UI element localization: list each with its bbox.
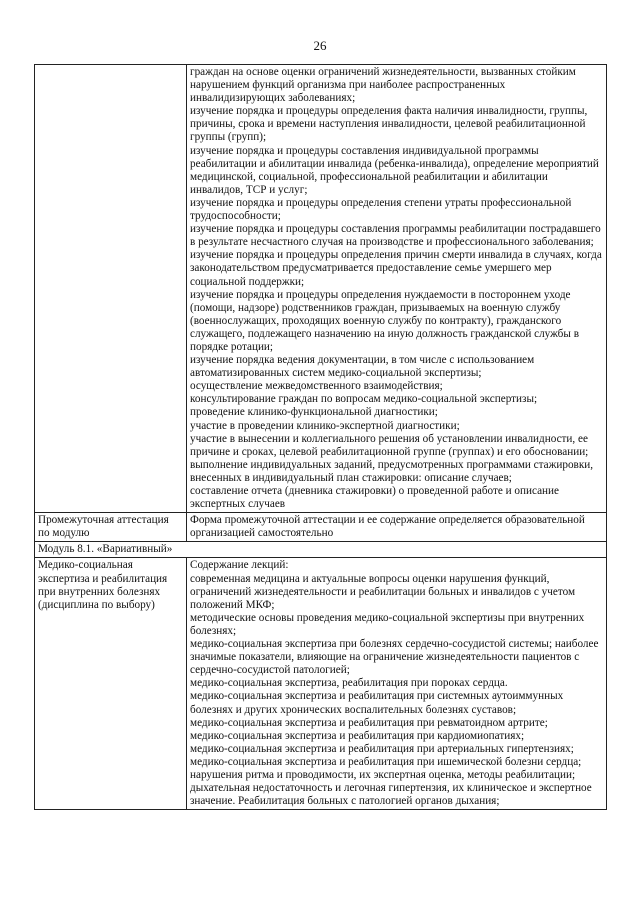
list-item: медико-социальная экспертиза и реабилитация при артериальных гипертензиях; xyxy=(190,742,574,755)
list-item: медико-социальная экспертиза и реабилитация при кардиомиопатиях; xyxy=(190,729,525,742)
list-item: медико-социальная экспертиза и реабилитация при системных аутоиммунных болезнях и других хронических воспалительных болезнях суставов; xyxy=(190,690,564,716)
attestation-text: Форма промежуточной аттестации и ее содержание определяется образовательной организацией самостоятельно xyxy=(187,513,607,542)
attestation-label: Промежуточная аттестация по модулю xyxy=(35,513,187,542)
table-row-discipline xyxy=(35,558,607,810)
list-item: медико-социальная экспертиза и реабилитация при ревматоидном артрите; xyxy=(190,716,548,729)
list-item: консультирование граждан по вопросам медико-социальной экспертизы; xyxy=(190,393,538,406)
list-item: медико-социальная экспертиза и реабилитация при ишемической болезни сердца; xyxy=(190,755,582,768)
row1-content-cell xyxy=(187,65,607,513)
table-row-attestation xyxy=(35,513,607,542)
list-item: Содержание лекций: xyxy=(190,559,289,572)
list-item: современная медицина и актуальные вопросы оценки нарушения функций, ограничений жизнедеятельности и реабилитации больных и инвалидов с учетом положений МКФ; xyxy=(190,572,576,611)
list-item: изучение порядка и процедуры определения степени утраты профессиональной трудоспособности; xyxy=(190,196,572,223)
list-item: выполнение индивидуальных заданий, предусмотренных программами стажировки, внесенных в индивидуальный план стажировки: описание случаев; xyxy=(190,458,594,484)
list-item: составление отчета (дневника стажировки) о проведенной работе и описание экспертных случаев xyxy=(190,485,559,511)
list-item: изучение порядка и процедуры составления индивидуальной программы реабилитации и абилитации инвалида (ребенка-инвалида), определение мероприятий медицинской, социальной, профессиональной реабилитации и абилитации инвалидов, ТСР и услуг; xyxy=(190,144,599,196)
list-item: проведение клинико-функциональной диагностики; xyxy=(190,406,438,419)
module-heading: Модуль 8.1. «Вариативный» xyxy=(35,542,607,558)
list-item: медико-социальная экспертиза при болезнях сердечно-сосудистой системы; наиболее значимые показатели, влияющие на ограничение жизнедеятельности пациентов с сердечно-сосудистой патологией; xyxy=(190,638,599,677)
list-item: изучение порядка и процедуры составления программы реабилитации пострадавшего в результате несчастного случая на производстве и профессионального заболевания; xyxy=(190,223,601,249)
list-item: изучение порядка ведения документации, в том числе с использованием автоматизированных систем медико-социальной экспертизы; xyxy=(190,354,535,380)
list-item: изучение порядка и процедуры определения факта наличия инвалидности, группы, причины, срока и времени наступления инвалидности, целевой реабилитационной группы (групп); xyxy=(190,105,588,144)
list-item: изучение порядка и процедуры определения нуждаемости в постороннем уходе (помощи, надзоре) родственников граждан, призываемых на военную службу (военнослужащих, проходящих военную службу по контракту), гражданского служащего, подлежащего назначению на иную должность гражданской службы в порядке ротации; xyxy=(190,288,579,353)
list-item: участие в вынесении и коллегиального решения об установлении инвалидности, ее причине и сроках, целевой реабилитационной группе (группах) и его обосновании; xyxy=(190,432,589,458)
list-item: изучение порядка и процедуры определения причин смерти инвалида в случаях, когда законодательством предусматривается предоставление семье умершего мер социальной поддержки; xyxy=(190,249,602,288)
page-number: 26 xyxy=(313,38,327,53)
curriculum-table xyxy=(34,64,607,810)
discipline-content-cell xyxy=(187,558,607,810)
list-item: методические основы проведения медико-социальной экспертизы при внутренних болезнях; xyxy=(190,611,585,637)
table-row-practice-content xyxy=(35,65,607,513)
list-item: участие в проведении клинико-экспертной диагностики; xyxy=(190,419,460,432)
list-item: граждан на основе оценки ограничений жизнедеятельности, вызванных стойким нарушением функций организма при наиболее распространенных инвалидизирующих заболеваниях; xyxy=(190,66,576,105)
list-item: нарушения ритма и проводимости, их экспертная оценка, методы реабилитации; xyxy=(190,768,576,781)
discipline-title: Медико-социальная экспертиза и реабилитация при внутренних болезнях (дисциплина по выбору) xyxy=(35,558,187,810)
list-item: осуществление межведомственного взаимодействия; xyxy=(190,380,443,393)
list-item: дыхательная недостаточность и легочная гипертензия, их клиническое и экспертное значение. Реабилитация больных с патологией органов дыхания; xyxy=(190,782,592,808)
list-item: медико-социальная экспертиза, реабилитация при пороках сердца. xyxy=(190,677,508,690)
table-row-module-heading xyxy=(35,542,607,558)
row1-left-cell xyxy=(35,65,187,513)
